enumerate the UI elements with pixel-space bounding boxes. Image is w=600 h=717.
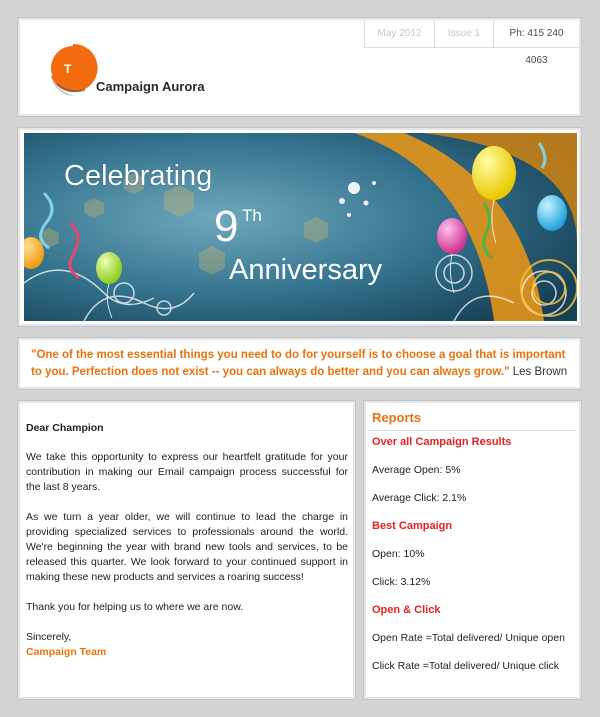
brand-name: Campaign Aurora — [96, 79, 205, 94]
report-row: Open: 10% — [372, 548, 425, 560]
newsletter-header — [17, 17, 582, 117]
letter-box — [17, 400, 356, 700]
anniversary-banner — [17, 127, 582, 327]
reports-box — [363, 400, 582, 700]
salutation: Dear Champion — [26, 422, 104, 434]
logo-letter: T — [64, 62, 72, 76]
letter-paragraph: We take this opportunity to express our heartfelt gratitude for your contribution in making our Email campaign process successful for the last 8 years. — [26, 451, 348, 493]
banner-line3: Anniversary — [229, 254, 383, 286]
quote-text — [31, 347, 576, 381]
letter-paragraph: As we turn a year older, we will continue to lead the charge in providing specialized services to professionals around the world. We're beginning the year with brand new tools and services, to be released this quarter. We look forward to your continued support in making these new products and services a roaring success! — [26, 511, 348, 583]
letter-paragraph: Thank you for helping us to where we are now. — [26, 601, 244, 613]
section-heading: Best Campaign — [372, 520, 453, 532]
report-row: Click: 3.12% — [372, 576, 431, 588]
reports-title: Reports — [372, 410, 422, 425]
signature: Campaign Team — [26, 646, 107, 658]
brand-logo-icon — [45, 40, 101, 96]
banner-image — [24, 133, 577, 321]
report-row: Click Rate =Total delivered/ Unique click — [372, 660, 560, 672]
issue-meta — [364, 20, 579, 66]
section-heading: Open & Click — [372, 604, 441, 616]
issue-number: Issue 1 — [434, 20, 493, 48]
issue-date: May 2012 — [364, 20, 434, 48]
report-row: Average Click: 2.1% — [372, 492, 467, 504]
phone-number: Ph: 415 240 4063 — [493, 20, 579, 48]
banner-line1: Celebrating — [64, 160, 213, 192]
section-heading: Over all Campaign Results — [372, 436, 512, 448]
banner-suffix: Th — [242, 206, 262, 225]
banner-number: 9 — [214, 202, 239, 251]
report-row: Open Rate =Total delivered/ Unique open — [372, 632, 565, 644]
quote-body: "One of the most essential things you need to do for yourself is to choose a goal that is important to you. Perfection does not exist -- you can always do better and you can always grow." — [31, 349, 566, 378]
reports-divider — [369, 430, 576, 431]
quote-box — [17, 337, 582, 390]
closing: Sincerely, — [26, 631, 72, 643]
report-row: Average Open: 5% — [372, 464, 461, 476]
quote-author: Les Brown — [512, 366, 568, 378]
